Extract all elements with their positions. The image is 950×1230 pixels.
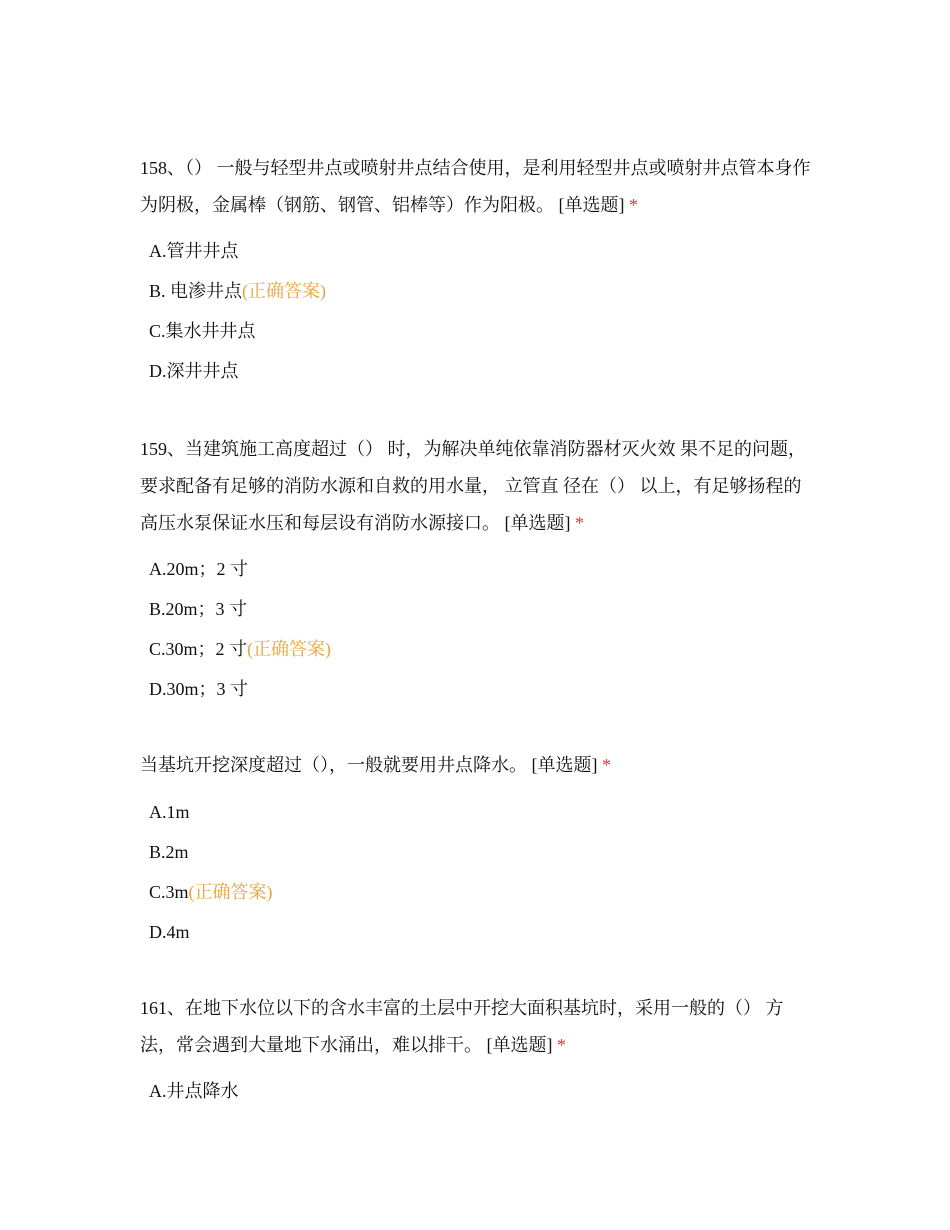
option-b[interactable] bbox=[149, 840, 189, 864]
option-a[interactable] bbox=[149, 1079, 239, 1103]
option-c[interactable] bbox=[149, 319, 256, 343]
required-marker: * bbox=[557, 1035, 566, 1055]
option-d[interactable] bbox=[149, 677, 248, 701]
option-label: A.1m bbox=[149, 802, 190, 822]
option-label: C.3m bbox=[149, 882, 189, 902]
question-text bbox=[140, 747, 812, 784]
option-label: A.20m；2 寸 bbox=[149, 559, 248, 579]
option-b[interactable] bbox=[149, 279, 326, 303]
question-type: [单选题] bbox=[486, 1035, 553, 1055]
question-type: [单选题] bbox=[504, 513, 571, 533]
required-marker: * bbox=[575, 513, 584, 533]
option-b[interactable] bbox=[149, 597, 247, 621]
option-d[interactable] bbox=[149, 359, 239, 383]
question-body: 159、当建筑施工高度超过（） 时，为解决单纯依靠消防器材灭火效 果不足的问题，要求配备有足够的消防水源和自救的用水量， 立管直 径在（） 以上，有足够扬程的高压水泵保证水压和每层设有消防水源接口。 bbox=[140, 439, 806, 533]
option-label: D.深井井点 bbox=[149, 361, 239, 381]
option-label: A.井点降水 bbox=[149, 1081, 239, 1101]
correct-answer-tag: (正确答案) bbox=[242, 281, 327, 301]
option-label: C.30m；2 寸 bbox=[149, 639, 248, 659]
correct-answer-tag: (正确答案) bbox=[188, 882, 273, 902]
question-body: 当基坑开挖深度超过（），一般就要用井点降水。 bbox=[140, 755, 527, 775]
question-161 bbox=[140, 990, 812, 1101]
question-text bbox=[140, 990, 812, 1064]
question-body: 161、在地下水位以下的含水丰富的土层中开挖大面积基坑时，采用一般的（） 方法，常会遇到大量地下水涌出，难以排干。 bbox=[140, 998, 784, 1055]
option-label: C.集水井井点 bbox=[149, 321, 256, 341]
question-type: [单选题] bbox=[531, 755, 598, 775]
option-c[interactable] bbox=[149, 637, 331, 661]
option-label: D.30m；3 寸 bbox=[149, 679, 248, 699]
question-body: 158、（） 一般与轻型井点或喷射井点结合使用，是利用轻型井点或喷射井点管本身作为阴极，金属棒（钢筋、钢管、铝棒等）作为阳极。 bbox=[140, 158, 811, 215]
required-marker: * bbox=[602, 755, 611, 775]
question-158 bbox=[140, 150, 812, 381]
question-159 bbox=[140, 431, 812, 699]
option-label: B.2m bbox=[149, 842, 189, 862]
question-text bbox=[140, 431, 812, 542]
option-d[interactable] bbox=[149, 920, 190, 944]
option-a[interactable] bbox=[149, 239, 239, 263]
option-label: B. 电渗井点 bbox=[149, 281, 243, 301]
correct-answer-tag: (正确答案) bbox=[247, 639, 332, 659]
question-text bbox=[140, 150, 812, 224]
option-a[interactable] bbox=[149, 557, 248, 581]
option-label: D.4m bbox=[149, 922, 190, 942]
required-marker: * bbox=[629, 195, 638, 215]
option-c[interactable] bbox=[149, 880, 273, 904]
option-a[interactable] bbox=[149, 800, 190, 824]
option-label: B.20m；3 寸 bbox=[149, 599, 248, 619]
question-type: [单选题] bbox=[558, 195, 625, 215]
question-160 bbox=[140, 747, 812, 942]
option-label: A.管井井点 bbox=[149, 241, 239, 261]
